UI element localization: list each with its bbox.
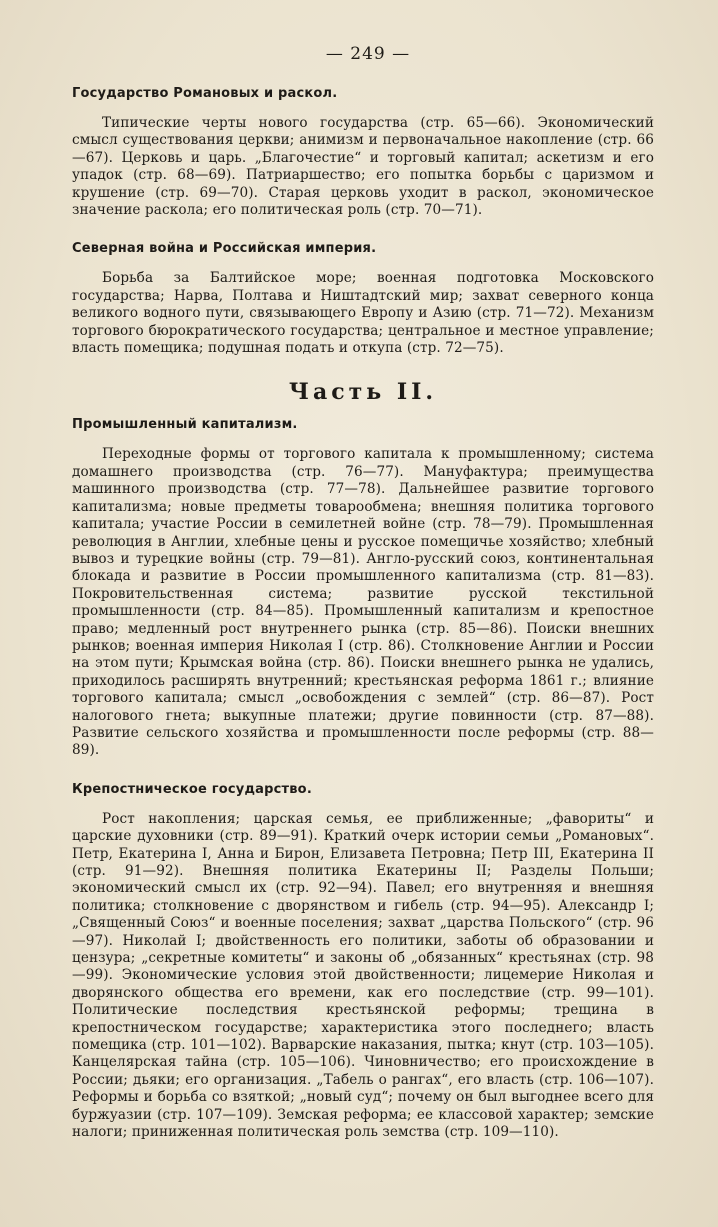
section-paragraph: Переходные формы от торгового капитала к промышленному; система домашнего производства (стр. 76—77). Мануфактура; преимущества машинного производства (стр. 77—78). Дальнейшее развитие торгового капитализма; новые предметы товарообмена; внешняя политика торгового капитала; участие России в семилетней войне (стр. 78—79). Промышленная революция в Англии, хлебные цены и русское помещичье хозяйство; хлебный вывоз и турецкие войны (стр. 79—81). Англо-русский союз, континентальная блокада и развитие в России промышленного капитализма (стр. 81—83). Покровительственная система; развитие русской текстильной промышленности (стр. 84—85). Промышленный капитализм и крепостное право; медленный рост внутреннего рынка (стр. 85—86). Поиски внешних рынков; военная империя Николая I (стр. 86). Столкновение Англии и России на этом пути; Крымская война (стр. 86). Поиски внешнего рынка не удались, приходилось расширять внутренний; крестьянская реформа 1861 г.; влияние торгового капитала; смысл „освобождения с землей“ (стр. 86—87). Рост налогового гнета; выкупные платежи; другие повинности (стр. 87—88). Развитие сельского хозяйства и промышленности после реформы (стр. 88—89). bbox=[72, 446, 654, 759]
section-paragraph: Рост накопления; царская семья, ее приближенные; „фавориты“ и царские духовники (стр. 89—91). Краткий очерк истории семьи „Романовых“. Петр, Екатерина I, Анна и Бирон, Елизавета Петровна; Петр III, Екатерина II (стр. 91—92). Внешняя политика Екатерины II; Разделы Польши; экономический смысл их (стр. 92—94). Павел; его внутренняя и внешняя политика; столкновение с дворянством и гибель (стр. 94—95). Александр I; „Священный Союз“ и военные поселения; захват „царства Польского“ (стр. 96—97). Николай I; двойственность его политики, заботы об образовании и цензура; „секретные комитеты“ и законы об „обязанных“ крестьянах (стр. 98—99). Экономические условия этой двойственности; лицемерие Николая и дворянского общества его времени, как его последствие (стр. 99—101). Политические последствия крестьянской реформы; трещина в крепостническом государстве; характеристика этого последнего; власть помещика (стр. 101—102). Варварские наказания, пытка; кнут (стр. 103—105). Канцелярская тайна (стр. 105—106). Чиновничество; его происхождение в России; дьяки; его организация. „Табель о рангах“, его власть (стр. 106—107). Реформы и борьба со взяткой; „новый суд“; почему он был выгоднее всего для буржуазии (стр. 107—109). Земская реформа; ее классовой характер; земские налоги; приниженная политическая роль земства (стр. 109—110). bbox=[72, 810, 654, 1141]
section-paragraph: Типические черты нового государства (стр. 65—66). Экономический смысл существования церкви; анимизм и первоначальное накопление (стр. 66—67). Церковь и царь. „Благочестие“ и торговый капитал; аскетизм и его упадок (стр. 68—69). Патриаршество; его попытка борьбы с царизмом и крушение (стр. 69—70). Старая церковь уходит в раскол, экономическое значение раскола; его политическая роль (стр. 70—71). bbox=[72, 115, 654, 219]
part-title: Часть II. bbox=[288, 379, 438, 406]
section-heading: Промышленный капитализм. bbox=[72, 417, 298, 433]
section-heading: Крепостническое государство. bbox=[72, 781, 312, 797]
section-heading: Государство Романовых и раскол. bbox=[72, 86, 338, 101]
section-heading: Северная война и Российская империя. bbox=[72, 241, 377, 257]
section-paragraph: Борьба за Балтийское море; военная подготовка Московского государства; Нарва, Полтава и Ништадтский мир; захват северного конца великого водного пути, связывающего Европу и Азию (стр. 71—72). Механизм торгового бюрократического государства; центральное и местное управление; власть помещика; подушная подать и откупа (стр. 72—75). bbox=[72, 270, 654, 357]
section-romanov-state bbox=[72, 86, 654, 219]
section-serf-state bbox=[72, 782, 654, 1142]
section-northern-war bbox=[72, 241, 654, 357]
page-number: — 249 — bbox=[325, 44, 411, 64]
section-industrial-capitalism bbox=[72, 417, 654, 759]
